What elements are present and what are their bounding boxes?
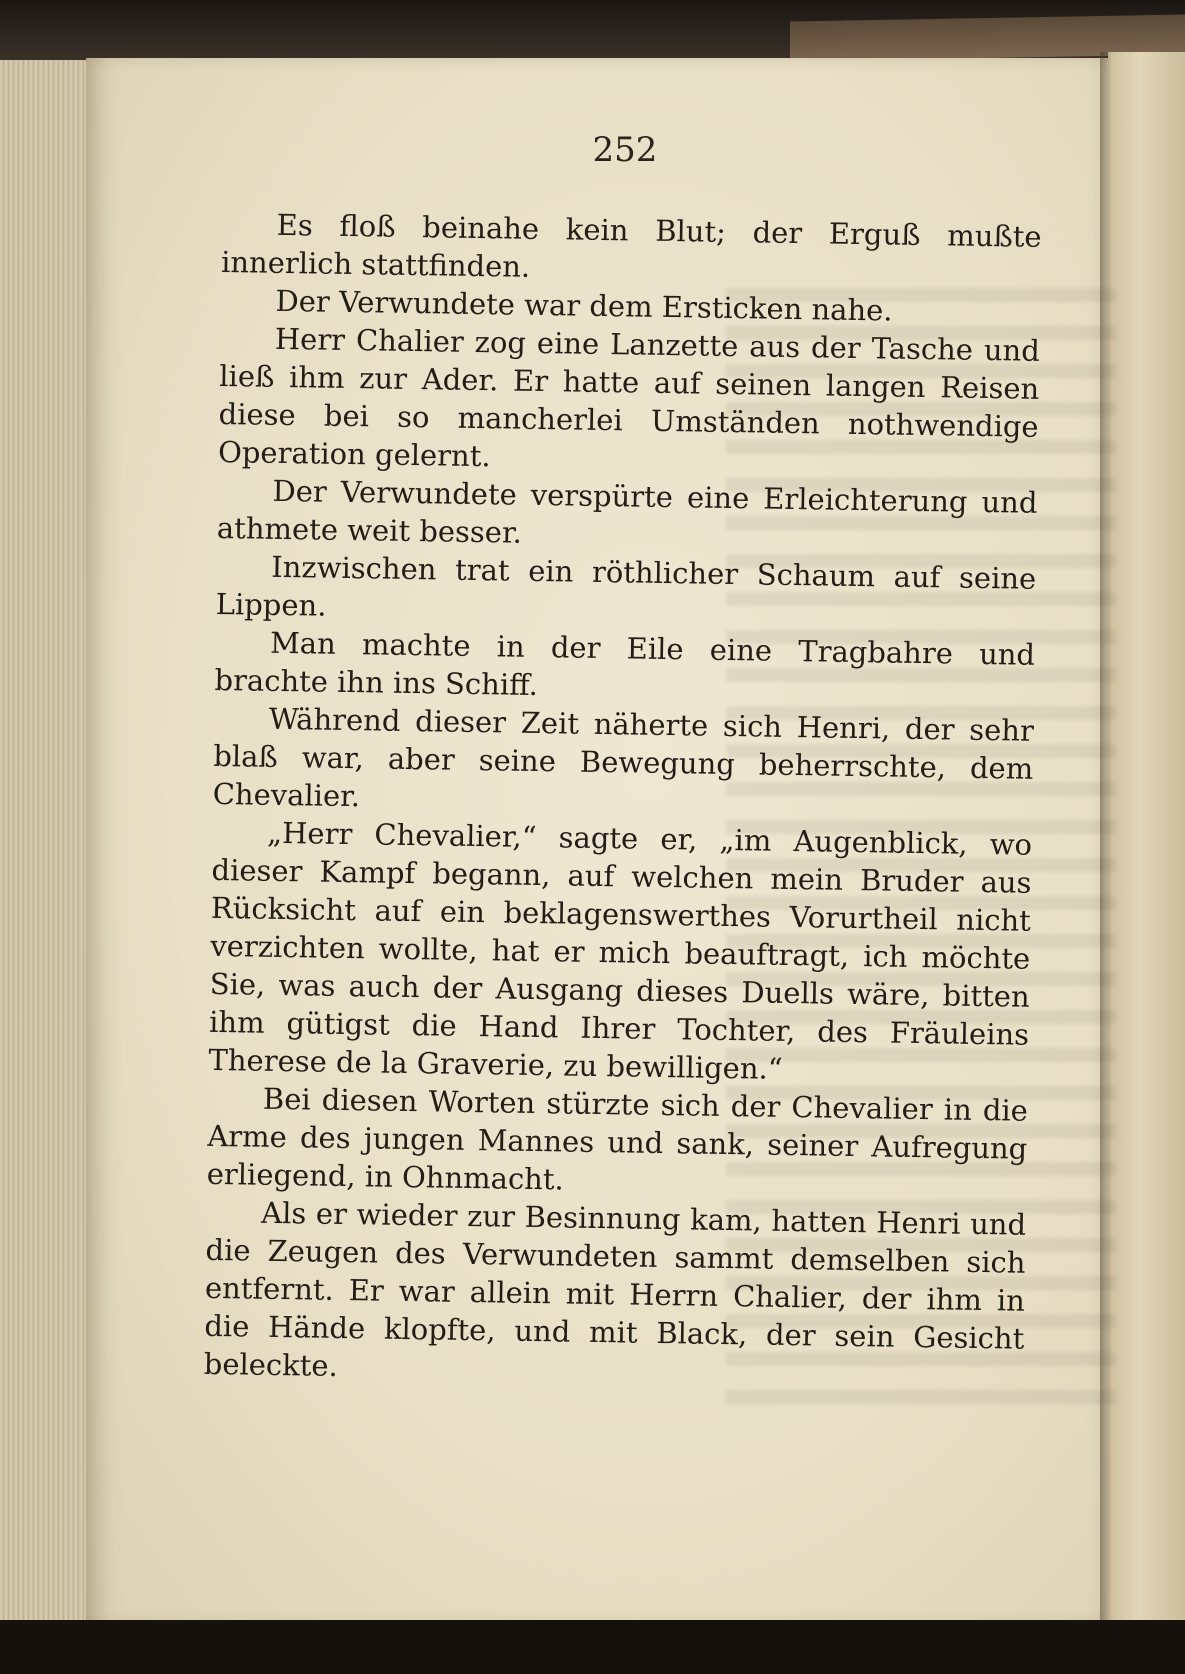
paragraph: Der Verwundete war dem Ersticken nahe.	[275, 283, 893, 328]
page-text	[203, 205, 1041, 1396]
paragraph: Man machte in der Eile eine Tragbahre und brachte ihn ins Schiff.	[214, 625, 1036, 703]
paragraph: Während dieser Zeit näherte sich Henri, der sehr blaß war, aber seine Bewegung beherrschte, dem Chevalier.	[212, 701, 1035, 814]
paragraph: Bei diesen Worten stürzte sich der Chevalier in die Arme des jungen Mannes und sank, seiner Aufregung erliegend, in Ohnmacht.	[206, 1081, 1029, 1197]
page-number: 252	[592, 130, 658, 170]
paragraph: Der Verwundete verspürte eine Erleichterung und athmete weit besser.	[216, 473, 1038, 550]
book-cover-bottom	[0, 1620, 1185, 1674]
paragraph: „Herr Chevalier,“ sagte er, „im Augenblick, wo dieser Kampf begann, auf welchen mein Bruder aus Rücksicht auf ein beklagenswerthes Vorurtheil nicht verzichten wollte, hat er mich beauftragt, ich möchte Sie, was auch der Ausgang dieses Duells wäre, bitten ihm gütigst die Hand Ihrer Tochter, des Fräuleins Therese de la Graverie, zu bewilligen.“	[208, 815, 1033, 1086]
paragraph: Als er wieder zur Besinnung kam, hatten Henri und die Zeugen des Verwundeten sammt demselben sich entfernt. Er war allein mit Herrn Chalier, der ihm in die Hände klopfte, und mit Black, der sein Gesicht beleckte.	[203, 1195, 1027, 1383]
facing-page-edge	[1108, 52, 1185, 1622]
paragraph: Herr Chalier zog eine Lanzette aus der Tasche und ließ ihm zur Ader. Er hatte auf seinen langen Reisen diese bei so mancherlei Umständen nothwendige Operation gelernt.	[217, 321, 1041, 474]
gutter-shadow	[1100, 52, 1112, 1622]
paragraph: Inzwischen trat ein röthlicher Schaum auf seine Lippen.	[215, 549, 1037, 623]
paragraph: Es floß beinahe kein Blut; der Erguß mußte innerlich stattfinden.	[220, 207, 1042, 284]
